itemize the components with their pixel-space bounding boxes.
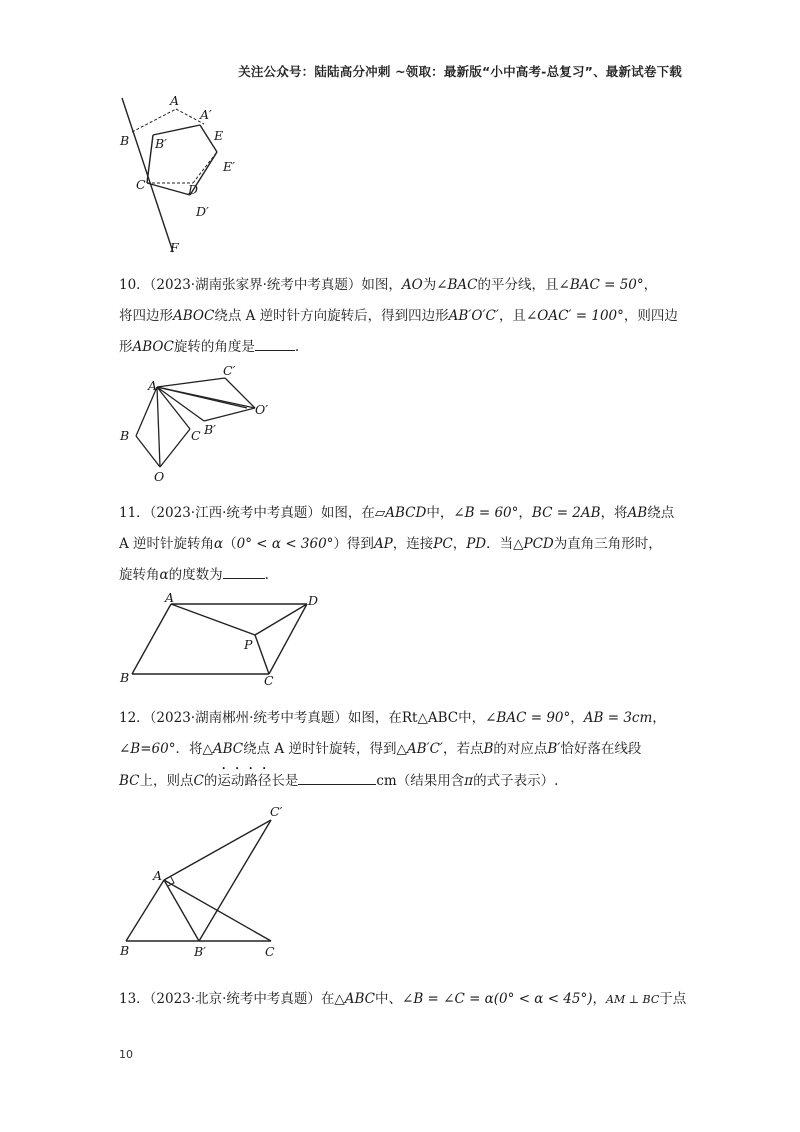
page-header: 关注公众号：陆陆高分冲刺 ~领取：最新版“小中高考-总复习”、最新试卷下载 [238, 64, 682, 79]
label-C-prime: C′ [270, 804, 283, 819]
label-B-prime: B′ [155, 136, 168, 151]
label-C: C [264, 673, 274, 688]
answer-blank [223, 564, 265, 579]
label-B: B [120, 133, 130, 148]
label-C: C [265, 944, 275, 959]
question-11: 11．（2023·江西·统考中考真题）如图，在▱ABCD中，∠B = 60°，BC = 2AB，将AB绕点 A 逆时针旋转角α（0° < α < 360°）得到AP，连接PC，PD．当△PCD为直角三角形时， 旋转角α的度数为 . [119, 505, 675, 583]
label-B-prime: B′ [194, 944, 207, 959]
label-O: O [154, 469, 165, 484]
parallelogram-figure [114, 590, 334, 690]
label-C: C [136, 177, 146, 192]
label-A: A [148, 378, 158, 393]
quadrilateral-rotation-figure [112, 362, 282, 484]
answer-blank [298, 770, 376, 785]
label-D: D [308, 593, 319, 608]
label-B: B [120, 943, 130, 958]
question-12: 12．（2023·湖南郴州·统考中考真题）如图，在Rt△ABC中，∠BAC = 90°，AB = 3cm， ∠B=60°．将△ABC绕点 A 逆时针旋转，得到△AB′C′，若点B的对应点B′恰好落在线段 BC上，则点C的运动路径长是 cm（结果用含π的式子表示）. [119, 710, 666, 789]
question-10: 10．（2023·湖南张家界·统考中考真题）如图，AO为∠BAC的平分线，且∠BAC = 50°， 将四边形ABOC绕点 A 逆时针方向旋转后，得到四边形AB′O′C′，且∠OAC′ = 100°，则四边 形ABOC旋转的角度是 . [119, 277, 678, 355]
label-C-prime: C′ [223, 363, 236, 378]
pentagon-rotation-figure [110, 92, 250, 260]
label-F: F [170, 240, 179, 255]
answer-blank [255, 336, 295, 351]
label-A: A [153, 868, 163, 883]
question-13: 13．（2023·北京·统考中考真题）在△ABC中、∠B = ∠C = α(0° < α < 45°)，AM ⊥ BC于点 [119, 991, 687, 1007]
label-D-prime: D′ [196, 204, 209, 219]
label-E-prime: E′ [223, 159, 235, 174]
label-C: C [191, 428, 201, 443]
label-E: E [214, 128, 224, 143]
label-O-prime: O′ [255, 402, 269, 417]
label-B: B [120, 428, 130, 443]
triangle-rotation-figure [114, 804, 294, 964]
page-number: 10 [119, 1048, 133, 1061]
label-D: D [188, 182, 199, 197]
label-B-prime: B′ [204, 422, 217, 437]
label-A: A [170, 93, 180, 108]
label-A-prime: A′ [200, 107, 212, 122]
label-B: B [120, 670, 130, 685]
label-A: A [165, 590, 175, 605]
label-P: P [244, 637, 253, 652]
